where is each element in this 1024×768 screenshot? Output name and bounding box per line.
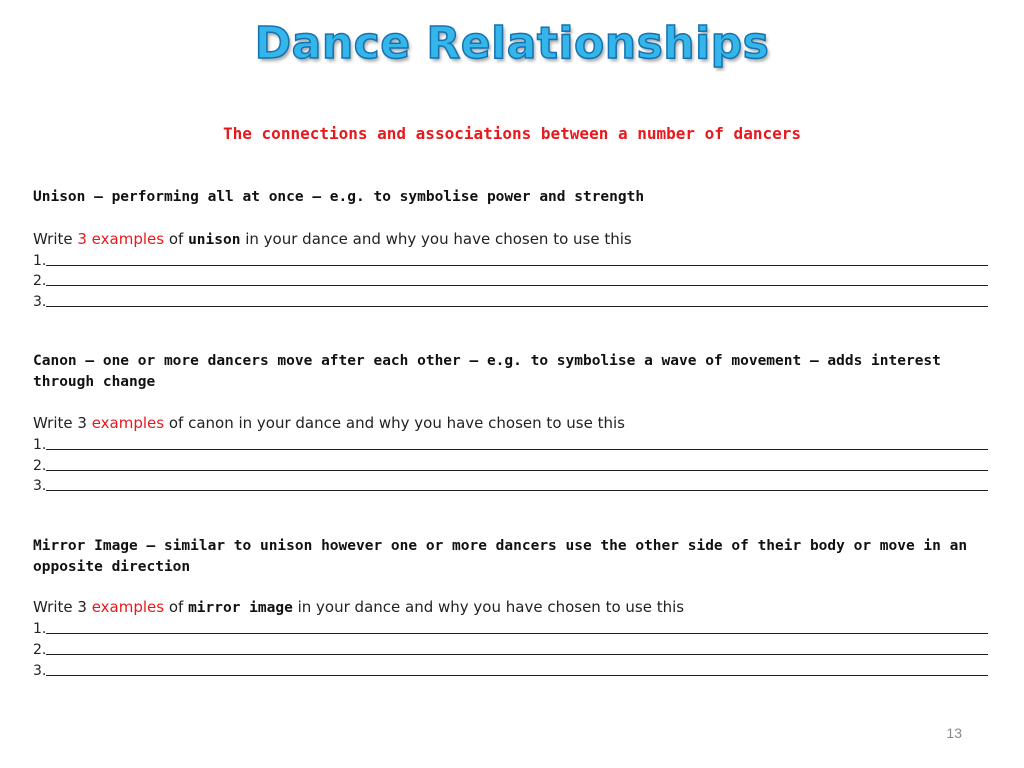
prompt-canon — [33, 414, 625, 432]
answer-line-mirror-1[interactable] — [33, 618, 988, 638]
answer-rule — [46, 654, 988, 655]
line-number: 1. — [33, 437, 47, 453]
page-number: 13 — [946, 725, 962, 741]
answer-rule — [46, 675, 988, 676]
line-number: 2. — [33, 458, 47, 474]
answer-line-unison-3[interactable] — [33, 291, 988, 311]
answer-line-canon-2[interactable] — [33, 455, 988, 475]
answer-line-unison-2[interactable] — [33, 270, 988, 290]
answer-line-mirror-2[interactable] — [33, 639, 988, 659]
section-heading-mirror-image: Mirror Image – similar to unison however one or more dancers use the other side of their body or move in an opposite direction — [33, 538, 968, 575]
line-number: 2. — [33, 273, 47, 289]
line-number: 2. — [33, 642, 47, 658]
prompt-text: of — [164, 598, 189, 616]
answer-rule — [46, 306, 988, 307]
prompt-text: Write 3 — [33, 414, 92, 432]
prompt-mirror-image — [33, 598, 684, 616]
prompt-term: mirror image — [188, 600, 293, 616]
line-number: 3. — [33, 478, 47, 494]
prompt-highlight: 3 examples — [77, 230, 165, 248]
section-heading-unison: Unison – performing all at once – e.g. to symbolise power and strength — [33, 189, 645, 205]
prompt-highlight: examples — [91, 598, 165, 616]
page-title: Dance Relationships — [254, 18, 770, 69]
answer-line-canon-1[interactable] — [33, 434, 988, 454]
prompt-text: in your dance and why you have chosen to use this — [292, 598, 685, 616]
answer-rule — [46, 633, 988, 634]
answer-rule — [46, 449, 988, 450]
prompt-text: Write 3 — [33, 598, 92, 616]
prompt-term: unison — [188, 232, 241, 248]
answer-rule — [46, 470, 988, 471]
line-number: 3. — [33, 663, 47, 679]
page-subtitle: The connections and associations between a number of dancers — [223, 124, 801, 143]
line-number: 1. — [33, 253, 47, 269]
answer-rule — [46, 490, 988, 491]
answer-line-canon-3[interactable] — [33, 475, 988, 495]
prompt-text: of canon in your dance and why you have chosen to use this — [164, 414, 625, 432]
answer-line-mirror-3[interactable] — [33, 660, 988, 680]
answer-rule — [46, 285, 988, 286]
answer-rule — [46, 265, 988, 266]
prompt-text: of — [164, 230, 189, 248]
line-number: 1. — [33, 621, 47, 637]
prompt-text: Write — [33, 230, 78, 248]
prompt-highlight: examples — [91, 414, 165, 432]
answer-line-unison-1[interactable] — [33, 250, 988, 270]
prompt-unison — [33, 230, 632, 248]
line-number: 3. — [33, 294, 47, 310]
prompt-text: in your dance and why you have chosen to use this — [240, 230, 632, 248]
section-heading-canon: Canon – one or more dancers move after each other – e.g. to symbolise a wave of movement – adds interest through change — [33, 353, 941, 390]
